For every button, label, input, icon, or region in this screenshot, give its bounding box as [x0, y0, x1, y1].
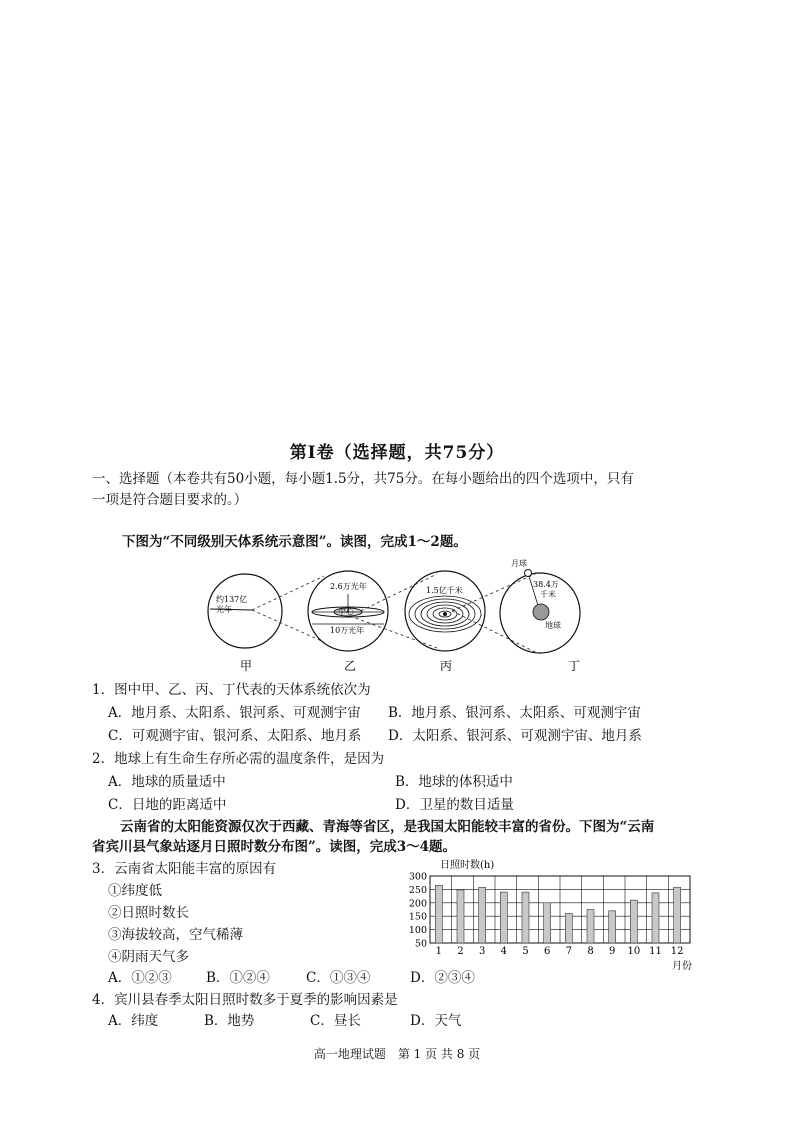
- q2-option-a: A．地球的质量适中: [108, 774, 226, 790]
- chart-ytick: 300: [408, 871, 427, 883]
- chart-xtick: 11: [649, 946, 662, 957]
- jia-unit: 光年: [216, 605, 232, 614]
- chart-ytick: 50: [414, 938, 427, 950]
- chart-intro-line2: 省宾川县气象站逐月日照时数分布图”。读图，完成3～4题。: [92, 839, 457, 855]
- sunshine-hours-chart: [400, 856, 710, 974]
- ding-earth-label: 地球: [545, 621, 561, 630]
- chart-xtick: 10: [627, 946, 641, 957]
- moon-icon: [525, 570, 532, 577]
- chart-xtick: 12: [670, 946, 684, 957]
- q2-option-b: B．地球的体积适中: [395, 774, 513, 790]
- q1-option-a: A．地月系、太阳系、银河系、可观测宇宙: [108, 705, 361, 721]
- chart-bar: [565, 914, 572, 943]
- label-yi: 乙: [344, 659, 357, 673]
- yi-center-label: 中心: [338, 607, 354, 616]
- chart-xtick: 9: [608, 946, 616, 957]
- q3-option-a: A．①②③: [108, 970, 172, 986]
- ding-distance: 38.4万: [533, 580, 559, 589]
- celestial-systems-diagram: [200, 556, 600, 674]
- chart-intro-line1: 云南省的太阳能资源仅次于西藏、青海等省区，是我国太阳能较丰富的省份。下图为“云南: [120, 819, 655, 835]
- q4-option-b: B．地势: [204, 1013, 255, 1029]
- chart-bar: [630, 900, 637, 943]
- q3-option-b: B．①②④: [206, 970, 270, 986]
- q4-stem: 4．宾川县春季太阳日照时数多于夏季的影响因素是: [92, 992, 398, 1008]
- q1-stem: 1．图中甲、乙、丙、丁代表的天体系统依次为: [92, 682, 371, 698]
- earth-icon: [533, 604, 549, 620]
- q1-option-c: C．可观测宇宙、银河系、太阳系、地月系: [108, 728, 362, 744]
- q3-item-3: ③海拔较高，空气稀薄: [108, 927, 243, 943]
- chart-xlabel: 月份: [672, 961, 692, 972]
- section-heading-line1: 一、选择题（本卷共有50小题，每小题1.5分，共75分。在每小题给出的四个选项中，只有: [92, 471, 634, 487]
- chart-bar: [544, 903, 551, 943]
- chart-bar: [435, 885, 442, 943]
- chart-xtick: 7: [565, 946, 573, 957]
- label-jia: 甲: [240, 659, 253, 673]
- chart-xtick: 4: [500, 946, 508, 957]
- chart-xtick: 5: [522, 946, 529, 957]
- q3-item-2: ②日照时数长: [108, 905, 189, 921]
- chart-bar: [457, 890, 464, 943]
- chart-bar: [674, 887, 681, 943]
- q2-stem: 2．地球上有生命生存所必需的温度条件，是因为: [92, 751, 385, 767]
- ding-distance-unit: 千米: [540, 590, 556, 599]
- label-bing: 丙: [440, 659, 453, 673]
- bing-label: 1.5亿千米: [426, 586, 463, 595]
- q3-item-1: ①纬度低: [108, 883, 162, 899]
- ding-moon-label: 月球: [511, 559, 527, 568]
- yi-top-label: 2.6万光年: [330, 582, 367, 591]
- chart-bar: [609, 911, 616, 943]
- q4-option-c: C．昼长: [310, 1013, 361, 1029]
- q2-option-d: D．卫星的数目适量: [395, 797, 514, 813]
- q3-option-d: D．②③④: [410, 970, 475, 986]
- yi-bottom-label: 10万光年: [330, 626, 365, 635]
- chart-xtick: 3: [478, 946, 486, 957]
- chart-ytick: 200: [408, 898, 427, 910]
- chart-xtick: 2: [457, 946, 464, 957]
- page-title: 第Ⅰ卷（选择题，共75分）: [289, 443, 505, 463]
- q1-option-b: B．地月系、银河系、太阳系、可观测宇宙: [388, 705, 641, 721]
- chart-bar: [522, 892, 529, 943]
- chart-bar: [500, 892, 507, 943]
- page-footer: 高一地理试题 第 1 页 共 8 页: [313, 1047, 481, 1061]
- jia-distance: 约137亿: [216, 595, 248, 604]
- q3-stem: 3．云南省太阳能丰富的原因有: [92, 861, 277, 877]
- chart-xtick: 1: [435, 946, 443, 957]
- chart-bar: [479, 887, 486, 943]
- q1-option-d: D．太阳系、银河系、可观测宇宙、地月系: [388, 728, 642, 744]
- chart-xtick: 6: [543, 946, 551, 957]
- q3-item-4: ④阴雨天气多: [108, 949, 189, 965]
- chart-ytick: 100: [408, 925, 427, 937]
- chart-ylabel: 日照时数(h): [440, 860, 495, 871]
- diagram-intro: 下图为“不同级别天体系统示意图”。读图，完成1～2题。: [122, 534, 467, 550]
- chart-bar: [587, 910, 594, 944]
- q2-option-c: C．日地的距离适中: [108, 797, 227, 813]
- section-heading-line2: 一项是符合题目要求的。）: [92, 492, 248, 508]
- q4-option-a: A．纬度: [108, 1013, 159, 1029]
- label-ding: 丁: [568, 659, 581, 673]
- q3-option-c: C．①③④: [306, 970, 371, 986]
- chart-ytick: 250: [408, 884, 427, 896]
- chart-bar: [652, 893, 659, 943]
- q4-option-d: D．天气: [410, 1013, 462, 1029]
- chart-ytick: 150: [408, 911, 427, 923]
- chart-xtick: 8: [587, 946, 594, 957]
